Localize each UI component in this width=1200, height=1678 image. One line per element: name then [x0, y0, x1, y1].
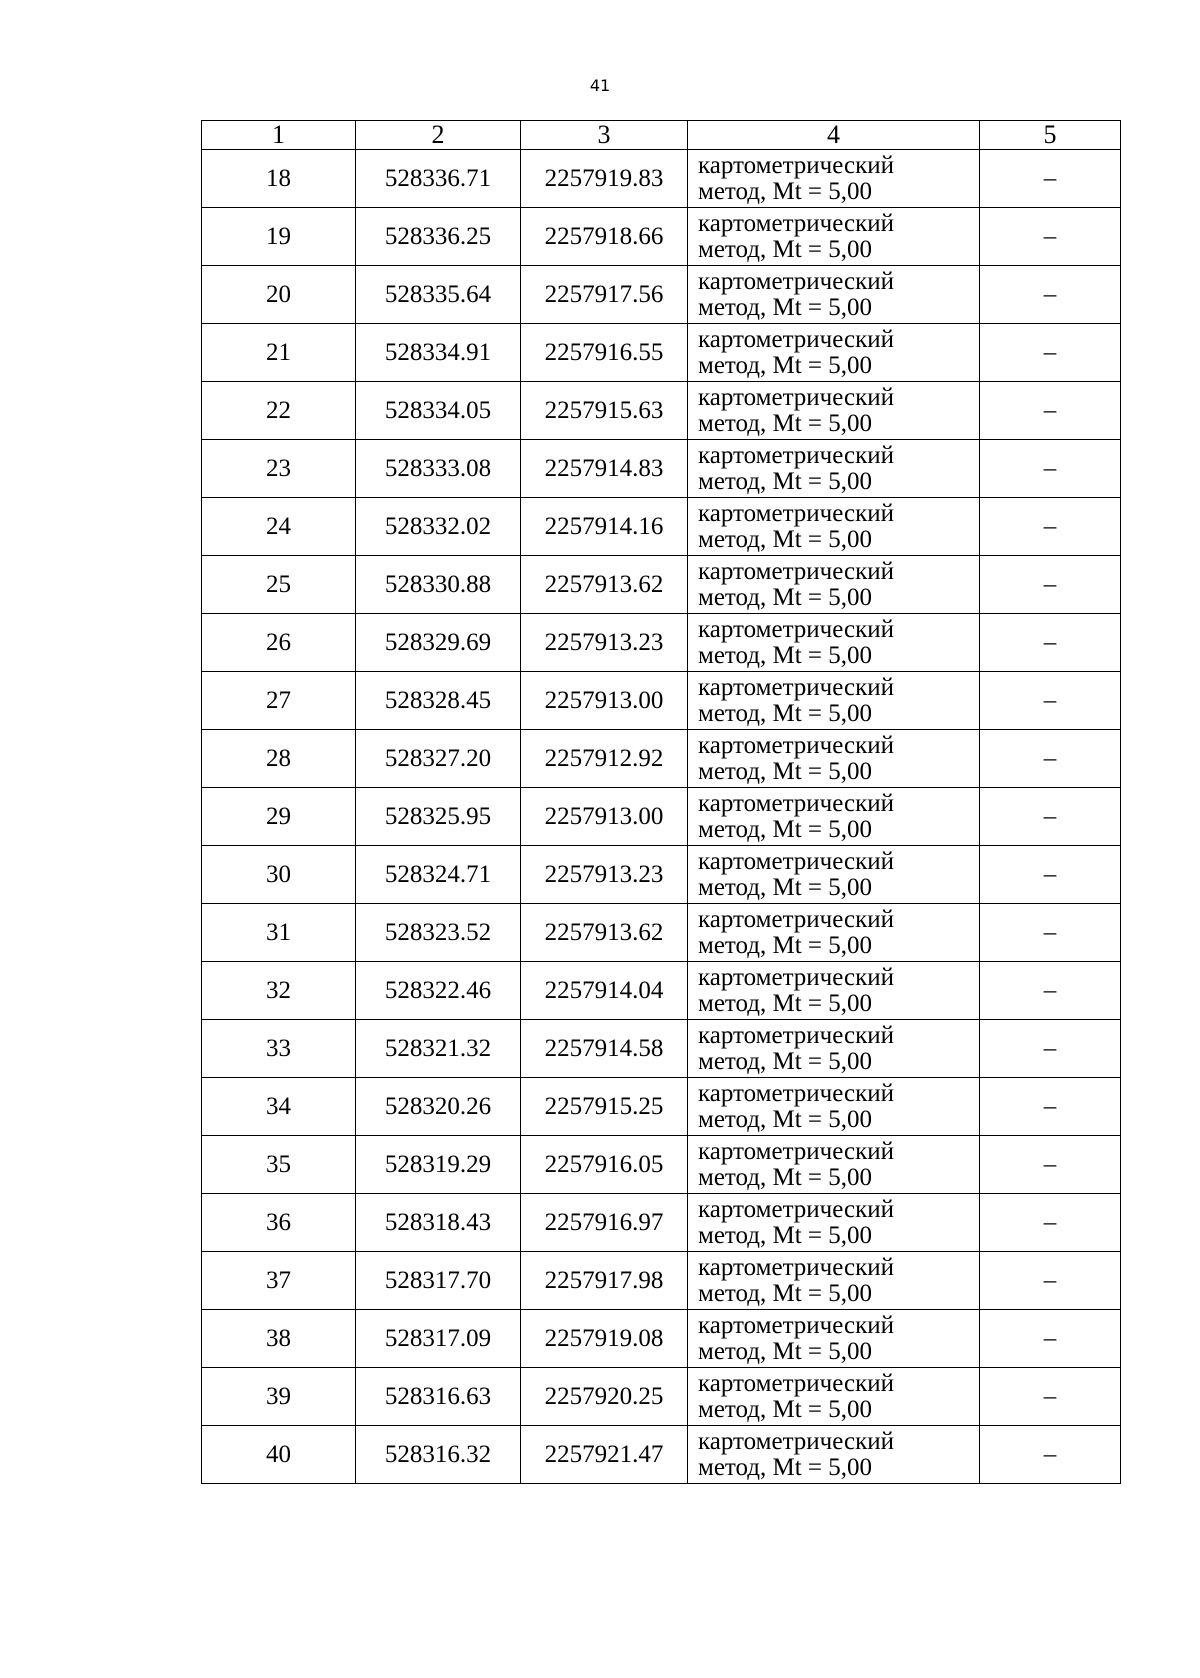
point-number-cell: 40 [202, 1426, 356, 1484]
method-line-2: метод, Mt = 5,00 [698, 989, 873, 1017]
x-coordinate-cell: 528330.88 [356, 556, 521, 614]
y-coordinate-cell: 2257913.23 [521, 614, 688, 672]
method-cell [688, 1310, 980, 1368]
column-header-2: 2 [356, 121, 521, 150]
method-line-1: картометрический [698, 209, 894, 237]
method-cell [688, 382, 980, 440]
method-line-2: метод, Mt = 5,00 [698, 1279, 873, 1307]
method-line-1: картометрический [698, 731, 894, 759]
method-line-1: картометрический [698, 325, 894, 353]
method-cell [688, 1368, 980, 1426]
x-coordinate-cell: 528319.29 [356, 1136, 521, 1194]
point-number-cell: 29 [202, 788, 356, 846]
note-cell: – [980, 1020, 1121, 1078]
point-number-cell: 26 [202, 614, 356, 672]
table-row [202, 498, 1121, 556]
x-coordinate-cell: 528336.25 [356, 208, 521, 266]
y-coordinate-cell: 2257919.83 [521, 150, 688, 208]
x-coordinate-cell: 528333.08 [356, 440, 521, 498]
table-row [202, 614, 1121, 672]
x-coordinate-cell: 528316.63 [356, 1368, 521, 1426]
note-cell: – [980, 962, 1121, 1020]
method-line-2: метод, Mt = 5,00 [698, 815, 873, 843]
method-line-2: метод, Mt = 5,00 [698, 351, 873, 379]
method-line-2: метод, Mt = 5,00 [698, 293, 873, 321]
table-row [202, 440, 1121, 498]
y-coordinate-cell: 2257913.62 [521, 556, 688, 614]
x-coordinate-cell: 528329.69 [356, 614, 521, 672]
table-row [202, 1020, 1121, 1078]
method-cell [688, 1136, 980, 1194]
table-row [202, 208, 1121, 266]
x-coordinate-cell: 528334.91 [356, 324, 521, 382]
x-coordinate-cell: 528335.64 [356, 266, 521, 324]
x-coordinate-cell: 528317.70 [356, 1252, 521, 1310]
point-number-cell: 23 [202, 440, 356, 498]
table-row [202, 962, 1121, 1020]
y-coordinate-cell: 2257914.83 [521, 440, 688, 498]
point-number-cell: 24 [202, 498, 356, 556]
method-line-1: картометрический [698, 1137, 894, 1165]
point-number-cell: 32 [202, 962, 356, 1020]
y-coordinate-cell: 2257913.23 [521, 846, 688, 904]
method-line-2: метод, Mt = 5,00 [698, 583, 873, 611]
note-cell: – [980, 556, 1121, 614]
point-number-cell: 35 [202, 1136, 356, 1194]
y-coordinate-cell: 2257917.56 [521, 266, 688, 324]
note-cell: – [980, 846, 1121, 904]
method-line-2: метод, Mt = 5,00 [698, 1337, 873, 1365]
table-row [202, 1078, 1121, 1136]
method-line-1: картометрический [698, 1195, 894, 1223]
y-coordinate-cell: 2257915.63 [521, 382, 688, 440]
method-line-1: картометрический [698, 615, 894, 643]
point-number-cell: 28 [202, 730, 356, 788]
method-cell [688, 1078, 980, 1136]
method-line-1: картометрический [698, 1311, 894, 1339]
point-number-cell: 38 [202, 1310, 356, 1368]
note-cell: – [980, 1136, 1121, 1194]
x-coordinate-cell: 528334.05 [356, 382, 521, 440]
method-cell [688, 730, 980, 788]
table-header-row [202, 121, 1121, 150]
method-line-2: метод, Mt = 5,00 [698, 873, 873, 901]
note-cell: – [980, 208, 1121, 266]
table-row [202, 1368, 1121, 1426]
note-cell: – [980, 1078, 1121, 1136]
page-number: 41 [589, 76, 611, 95]
note-cell: – [980, 1252, 1121, 1310]
table-row [202, 846, 1121, 904]
table-row [202, 730, 1121, 788]
note-cell: – [980, 440, 1121, 498]
method-line-1: картометрический [698, 1079, 894, 1107]
point-number-cell: 19 [202, 208, 356, 266]
method-cell [688, 904, 980, 962]
method-line-2: метод, Mt = 5,00 [698, 525, 873, 553]
method-line-2: метод, Mt = 5,00 [698, 1221, 873, 1249]
method-line-1: картометрический [698, 1021, 894, 1049]
x-coordinate-cell: 528327.20 [356, 730, 521, 788]
column-header-5: 5 [980, 121, 1121, 150]
method-line-1: картометрический [698, 267, 894, 295]
note-cell: – [980, 382, 1121, 440]
method-line-1: картометрический [698, 905, 894, 933]
note-cell: – [980, 672, 1121, 730]
method-line-1: картометрический [698, 441, 894, 469]
method-cell [688, 672, 980, 730]
table-body [202, 150, 1121, 1484]
x-coordinate-cell: 528328.45 [356, 672, 521, 730]
method-line-2: метод, Mt = 5,00 [698, 177, 873, 205]
point-number-cell: 37 [202, 1252, 356, 1310]
x-coordinate-cell: 528336.71 [356, 150, 521, 208]
method-line-2: метод, Mt = 5,00 [698, 757, 873, 785]
method-cell [688, 1194, 980, 1252]
column-header-4: 4 [688, 121, 980, 150]
note-cell: – [980, 788, 1121, 846]
table-row [202, 382, 1121, 440]
x-coordinate-cell: 528323.52 [356, 904, 521, 962]
y-coordinate-cell: 2257914.58 [521, 1020, 688, 1078]
method-line-2: метод, Mt = 5,00 [698, 235, 873, 263]
x-coordinate-cell: 528318.43 [356, 1194, 521, 1252]
method-cell [688, 788, 980, 846]
method-line-1: картометрический [698, 789, 894, 817]
note-cell: – [980, 1310, 1121, 1368]
x-coordinate-cell: 528325.95 [356, 788, 521, 846]
method-line-1: картометрический [698, 1427, 894, 1455]
table-row [202, 788, 1121, 846]
method-cell [688, 556, 980, 614]
note-cell: – [980, 904, 1121, 962]
method-line-1: картометрический [698, 963, 894, 991]
y-coordinate-cell: 2257920.25 [521, 1368, 688, 1426]
y-coordinate-cell: 2257913.00 [521, 788, 688, 846]
method-line-1: картометрический [698, 557, 894, 585]
y-coordinate-cell: 2257921.47 [521, 1426, 688, 1484]
method-line-2: метод, Mt = 5,00 [698, 1395, 873, 1423]
note-cell: – [980, 1194, 1121, 1252]
point-number-cell: 34 [202, 1078, 356, 1136]
table-row [202, 1252, 1121, 1310]
point-number-cell: 31 [202, 904, 356, 962]
table-row [202, 672, 1121, 730]
y-coordinate-cell: 2257913.00 [521, 672, 688, 730]
point-number-cell: 33 [202, 1020, 356, 1078]
note-cell: – [980, 266, 1121, 324]
y-coordinate-cell: 2257917.98 [521, 1252, 688, 1310]
method-cell [688, 1020, 980, 1078]
method-line-2: метод, Mt = 5,00 [698, 1453, 873, 1481]
x-coordinate-cell: 528317.09 [356, 1310, 521, 1368]
point-number-cell: 20 [202, 266, 356, 324]
method-line-2: метод, Mt = 5,00 [698, 641, 873, 669]
method-line-2: метод, Mt = 5,00 [698, 931, 873, 959]
method-cell [688, 962, 980, 1020]
method-cell [688, 1252, 980, 1310]
point-number-cell: 27 [202, 672, 356, 730]
y-coordinate-cell: 2257916.55 [521, 324, 688, 382]
x-coordinate-cell: 528321.32 [356, 1020, 521, 1078]
y-coordinate-cell: 2257914.04 [521, 962, 688, 1020]
column-header-1: 1 [202, 121, 356, 150]
method-cell [688, 1426, 980, 1484]
table-row [202, 556, 1121, 614]
y-coordinate-cell: 2257912.92 [521, 730, 688, 788]
column-header-3: 3 [521, 121, 688, 150]
method-cell [688, 208, 980, 266]
y-coordinate-cell: 2257916.05 [521, 1136, 688, 1194]
method-cell [688, 150, 980, 208]
method-cell [688, 614, 980, 672]
method-line-1: картометрический [698, 151, 894, 179]
point-number-cell: 30 [202, 846, 356, 904]
point-number-cell: 25 [202, 556, 356, 614]
table-row [202, 1310, 1121, 1368]
note-cell: – [980, 150, 1121, 208]
x-coordinate-cell: 528316.32 [356, 1426, 521, 1484]
method-cell [688, 266, 980, 324]
point-number-cell: 22 [202, 382, 356, 440]
x-coordinate-cell: 528332.02 [356, 498, 521, 556]
table-row [202, 266, 1121, 324]
coordinates-table [201, 120, 1121, 1484]
method-line-1: картометрический [698, 1253, 894, 1281]
note-cell: – [980, 1368, 1121, 1426]
note-cell: – [980, 498, 1121, 556]
x-coordinate-cell: 528324.71 [356, 846, 521, 904]
method-cell [688, 324, 980, 382]
note-cell: – [980, 614, 1121, 672]
method-line-1: картометрический [698, 383, 894, 411]
method-line-2: метод, Mt = 5,00 [698, 1105, 873, 1133]
note-cell: – [980, 324, 1121, 382]
y-coordinate-cell: 2257913.62 [521, 904, 688, 962]
point-number-cell: 36 [202, 1194, 356, 1252]
method-line-2: метод, Mt = 5,00 [698, 699, 873, 727]
point-number-cell: 21 [202, 324, 356, 382]
method-line-2: метод, Mt = 5,00 [698, 467, 873, 495]
point-number-cell: 39 [202, 1368, 356, 1426]
method-line-1: картометрический [698, 1369, 894, 1397]
y-coordinate-cell: 2257915.25 [521, 1078, 688, 1136]
method-cell [688, 498, 980, 556]
method-line-2: метод, Mt = 5,00 [698, 409, 873, 437]
y-coordinate-cell: 2257919.08 [521, 1310, 688, 1368]
table-row [202, 1194, 1121, 1252]
method-line-2: метод, Mt = 5,00 [698, 1163, 873, 1191]
note-cell: – [980, 1426, 1121, 1484]
table-row [202, 1136, 1121, 1194]
method-line-2: метод, Mt = 5,00 [698, 1047, 873, 1075]
table-row [202, 904, 1121, 962]
method-line-1: картометрический [698, 499, 894, 527]
method-line-1: картометрический [698, 673, 894, 701]
table-row [202, 324, 1121, 382]
method-cell [688, 846, 980, 904]
method-cell [688, 440, 980, 498]
x-coordinate-cell: 528322.46 [356, 962, 521, 1020]
y-coordinate-cell: 2257916.97 [521, 1194, 688, 1252]
point-number-cell: 18 [202, 150, 356, 208]
x-coordinate-cell: 528320.26 [356, 1078, 521, 1136]
y-coordinate-cell: 2257918.66 [521, 208, 688, 266]
table-row [202, 150, 1121, 208]
method-line-1: картометрический [698, 847, 894, 875]
table-row [202, 1426, 1121, 1484]
note-cell: – [980, 730, 1121, 788]
y-coordinate-cell: 2257914.16 [521, 498, 688, 556]
